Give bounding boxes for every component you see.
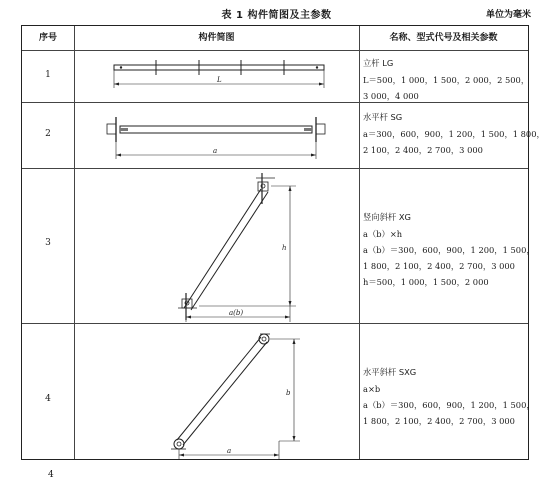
row-2-param-line: a＝300，600，900，1 200，1 500，1 800， bbox=[363, 129, 545, 139]
row-2-index: 2 bbox=[45, 129, 51, 139]
row-4-name: 水平斜杆 SXG bbox=[363, 367, 417, 377]
horizontal-bar-diagram bbox=[74, 102, 359, 168]
row-4-param-line: a（b）＝300，600，900，1 200，1 500， bbox=[363, 400, 535, 410]
row-4-param-line: 1 800，2 100，2 400，2 700，3 000 bbox=[363, 416, 515, 426]
row-1-param-line: 3 000，4 000 bbox=[363, 91, 419, 101]
dim-label-ab: a(b) bbox=[229, 309, 244, 317]
header-index: 序号 bbox=[38, 33, 57, 43]
dim-label-h: h bbox=[282, 244, 287, 252]
row-2-info bbox=[363, 109, 545, 158]
row-3-param-line: h＝500，1 000，1 500，2 000 bbox=[363, 277, 489, 287]
vertical-pole-diagram bbox=[74, 50, 359, 102]
row-1-index: 1 bbox=[45, 70, 51, 80]
row-3-param-line: a（b）×h bbox=[363, 229, 403, 239]
table-title: 表 1 构件简图及主参数 bbox=[221, 10, 332, 21]
row-3-param-line: 1 800，2 100，2 400，2 700，3 000 bbox=[363, 261, 515, 271]
row-4-index: 4 bbox=[45, 394, 51, 404]
header-params: 名称、型式代号及相关参数 bbox=[389, 33, 498, 43]
dim-label-L: L bbox=[217, 76, 222, 84]
row-4-info bbox=[363, 364, 535, 429]
row-2-param-line: 2 100，2 400，2 700，3 000 bbox=[363, 145, 483, 155]
row-2-name: 水平杆 SG bbox=[363, 112, 403, 122]
row-3-name: 竖向斜杆 XG bbox=[363, 212, 411, 222]
component-table bbox=[21, 25, 545, 460]
row-1-info bbox=[363, 55, 530, 104]
row-4-param-line: a×b bbox=[363, 384, 381, 394]
unit-label: 单位为毫米 bbox=[485, 10, 531, 20]
dim-label-a: a bbox=[227, 447, 232, 455]
row-1-name: 立杆 LG bbox=[363, 58, 394, 68]
horizontal-diagonal-brace-diagram bbox=[74, 323, 359, 460]
page-number: 4 bbox=[48, 470, 54, 480]
vertical-diagonal-brace-diagram bbox=[74, 168, 359, 323]
row-3-info bbox=[363, 209, 535, 290]
dim-label-a: a bbox=[213, 147, 218, 155]
header-diagram: 构件简图 bbox=[198, 33, 235, 43]
dim-label-b: b bbox=[286, 389, 291, 397]
row-1-param-line: L＝500，1 000，1 500，2 000，2 500， bbox=[363, 75, 530, 85]
row-3-param-line: a（b）＝300，600，900，1 200，1 500， bbox=[363, 245, 535, 255]
row-3-index: 3 bbox=[45, 238, 51, 248]
column-divider bbox=[359, 26, 360, 459]
